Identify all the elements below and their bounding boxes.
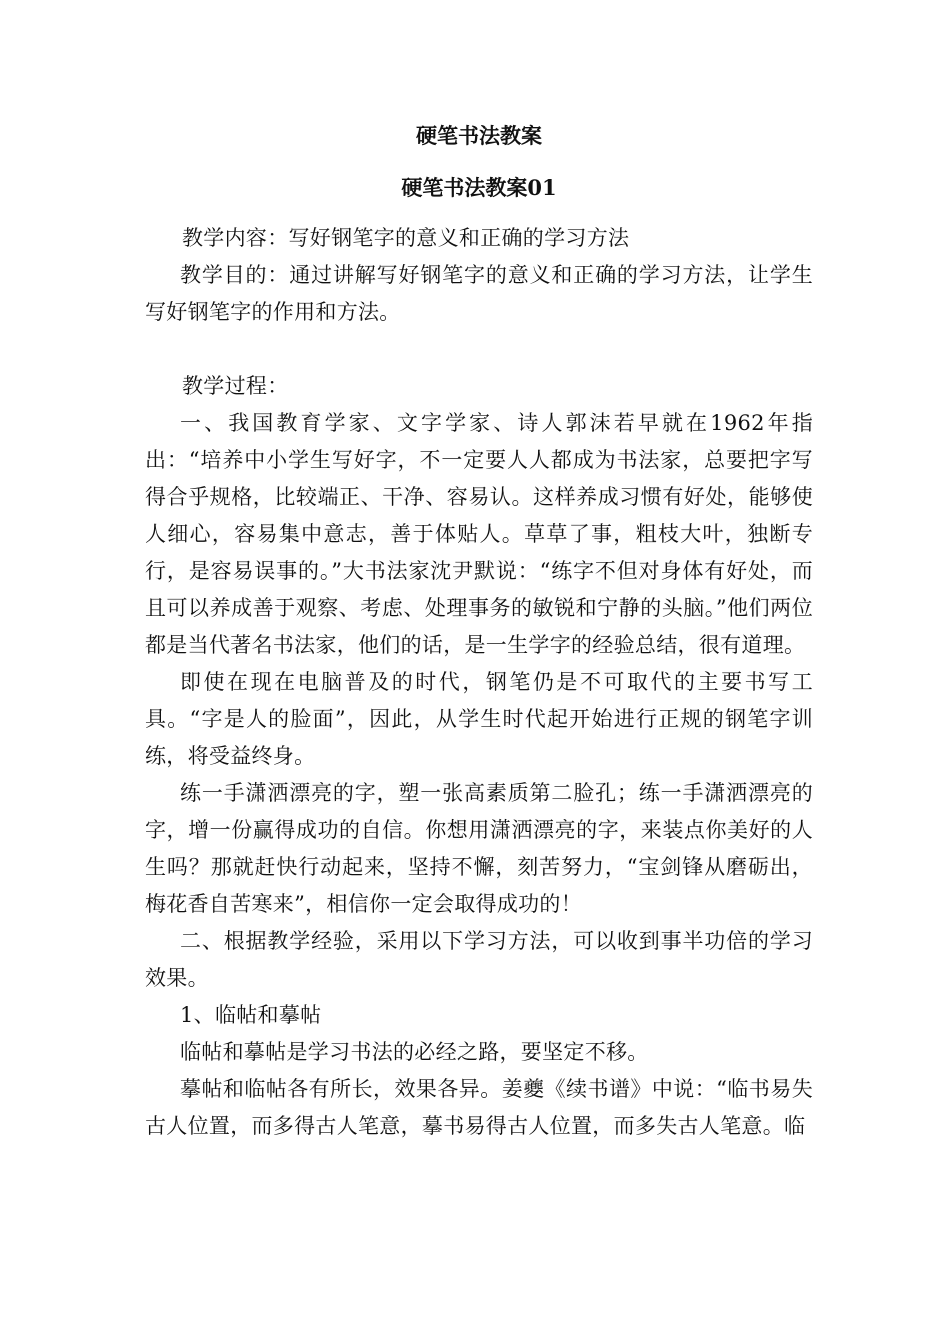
paragraph-practice-encouragement: 练一手潇洒漂亮的字，塑一张高素质第二脸孔；练一手潇洒漂亮的字，增一份赢得成功的自信。你想用潇洒漂亮的字，来装点你美好的人生吗？那就赶快行动起来，坚持不懈，刻苦努力，“宝剑锋从磨砺出，梅花香自苦寒来”，相信你一定会取得成功的！ — [145, 781, 813, 916]
paragraph-teaching-content: 教学内容：写好钢笔字的意义和正确的学习方法 — [182, 226, 630, 250]
paragraph-method-one-heading: 1、临帖和摹帖 — [180, 1003, 322, 1027]
paragraph-teaching-process-heading: 教学过程： — [182, 374, 289, 398]
blank-line — [145, 331, 813, 368]
document-page — [145, 118, 813, 1145]
paragraph-copying-comparison: 摹帖和临帖各有所长，效果各异。姜夔《续书谱》中说：“临书易失古人位置，而多得古人笔意，摹书易得古人位置，而多失古人笔意。临 — [145, 1077, 813, 1138]
paragraph-teaching-goal: 教学目的：通过讲解写好钢笔字的意义和正确的学习方法，让学生写好钢笔字的作用和方法。 — [145, 263, 813, 324]
paragraph-copying-path: 临帖和摹帖是学习书法的必经之路，要坚定不移。 — [180, 1040, 649, 1064]
document-subtitle: 硬笔书法教案01 — [401, 175, 557, 200]
document-title: 硬笔书法教案 — [416, 123, 542, 148]
document-body — [145, 220, 813, 1145]
paragraph-section-one: 一、我国教育学家、文字学家、诗人郭沫若早就在1962年指出：“培养中小学生写好字，不一定要人人都成为书法家，总要把字写得合乎规格，比较端正、干净、容易认。这样养成习惯有好处，能够使人细心，容易集中意志，善于体贴人。草草了事，粗枝大叶，独断专行，是容易误事的。”大书法家沈尹默说：“练字不但对身体有好处，而且可以养成善于观察、考虑、处理事务的敏锐和宁静的头脑。”他们两位都是当代著名书法家，他们的话，是一生学字的经验总结，很有道理。 — [145, 411, 813, 657]
paragraph-section-two: 二、根据教学经验，采用以下学习方法，可以收到事半功倍的学习效果。 — [145, 929, 813, 990]
paragraph-pen-importance: 即使在现在电脑普及的时代，钢笔仍是不可取代的主要书写工具。“字是人的脸面”，因此，从学生时代起开始进行正规的钢笔字训练，将受益终身。 — [145, 670, 813, 768]
